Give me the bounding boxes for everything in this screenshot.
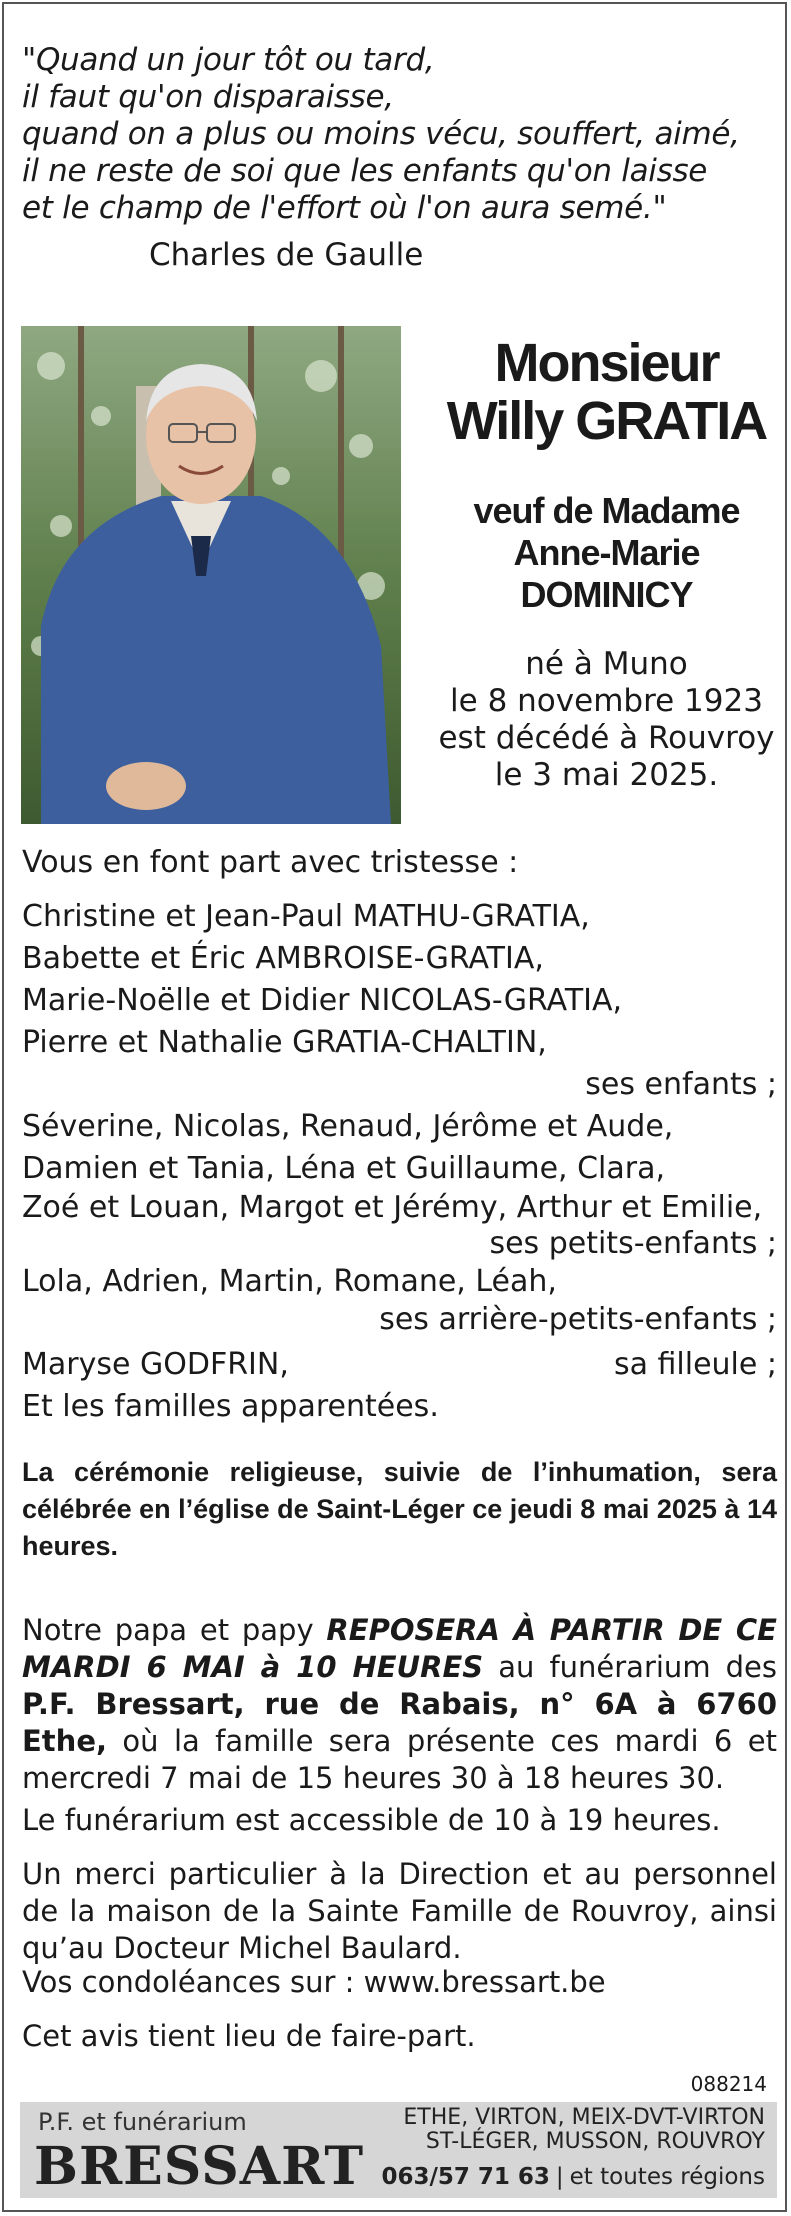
grandchildren-label: ses petits-enfants ;	[489, 1226, 777, 1261]
brand-logo: BRESSART	[34, 2136, 365, 2197]
birth-line: est décédé à Rouvroy	[438, 720, 775, 756]
funeral-home-banner	[20, 2102, 777, 2198]
child-entry: Pierre et Nathalie GRATIA-CHALTIN,	[22, 1025, 547, 1060]
deceased-name: Willy GRATIA	[446, 391, 767, 451]
visitation-part: au funérarium des	[483, 1650, 778, 1684]
grandchild-entry: Séverine, Nicolas, Renaud, Jérôme et Aude,	[22, 1109, 674, 1144]
quote	[22, 42, 762, 227]
towns-line: ST-LÉGER, MUSSON, ROUVROY	[425, 2129, 765, 2154]
obituary-card	[2, 2, 787, 2212]
phone-number: 063/57 71 63	[381, 2164, 550, 2190]
quote-author: Charles de Gaulle	[149, 237, 424, 273]
birth-line: né à Muno	[525, 646, 688, 682]
spouse-line: veuf de Madame	[473, 490, 740, 531]
separator: |	[555, 2164, 564, 2190]
reference-code: 088214	[690, 2072, 767, 2096]
grandchild-entry: Damien et Tania, Léna et Guillaume, Clara,	[22, 1151, 666, 1186]
visitation-emphasis: REPOSERA À PARTIR DE CE MARDI 6 MAI à 10 HEURES	[22, 1613, 777, 1684]
visitation-text	[22, 1612, 777, 1797]
child-entry: Babette et Éric AMBROISE-GRATIA,	[22, 941, 544, 976]
family-entry: Et les familles apparentées.	[22, 1389, 439, 1424]
deceased-info	[424, 334, 789, 794]
children-label: ses enfants ;	[585, 1067, 777, 1102]
quote-line: il ne reste de soi que les enfants qu'on laisse	[22, 153, 708, 189]
regions-text: et toutes régions	[569, 2164, 765, 2190]
ceremony-text: La cérémonie religieuse, suivie de l’inhumation, sera célébrée en l’église de Saint-Léger ce jeudi 8 mai 2025 à 14 heures.	[22, 1457, 777, 1561]
banner-towns	[403, 2106, 765, 2154]
funeral-home-address: P.F. Bressart, rue de Rabais, n° 6A à 6760 Ethe,	[22, 1687, 777, 1758]
goddaughter-row	[22, 1344, 777, 1386]
towns-line: ETHE, VIRTON, MEIX-DVT-VIRTON	[403, 2105, 765, 2130]
visitation-part: Notre papa et papy	[22, 1613, 327, 1647]
spouse-info	[424, 490, 789, 616]
goddaughter-entry: Maryse GODFRIN,	[22, 1347, 289, 1382]
banner-subtitle: P.F. et funérarium	[38, 2108, 247, 2136]
quote-line: quand on a plus ou moins vécu, souffert, aimé,	[22, 116, 740, 152]
birth-death-info	[424, 646, 789, 794]
birth-line: le 8 novembre 1923	[450, 683, 763, 719]
visitation-part: où la famille sera présente ces mardi 6 et mercredi 7 mai de 15 heures 30 à 18 heures 30.	[22, 1724, 777, 1795]
child-entry: Christine et Jean-Paul MATHU-GRATIA,	[22, 899, 590, 934]
condolences-text: Vos condoléances sur : www.bressart.be	[22, 1965, 606, 1999]
grandchild-entry: Zoé et Louan, Margot et Jérémy, Arthur et Emilie,	[22, 1190, 763, 1225]
great-grandchildren-entry: Lola, Adrien, Martin, Romane, Léah,	[22, 1264, 557, 1299]
goddaughter-label: sa filleule ;	[613, 1347, 777, 1382]
banner-contact	[381, 2164, 765, 2190]
thanks-text: Un merci particulier à la Direction et au personnel de la maison de la Sainte Famille de Rouvroy, ainsi qu’au Docteur Michel Baulard.	[22, 1857, 777, 1965]
quote-line: il faut qu'on disparaisse,	[22, 79, 394, 115]
notice-text: Cet avis tient lieu de faire-part.	[22, 2019, 476, 2053]
opening-hours-text: Le funérarium est accessible de 10 à 19 heures.	[22, 1803, 721, 1837]
spouse-line: DOMINICY	[520, 574, 693, 615]
family-list	[22, 842, 777, 1428]
child-entry: Marie-Noëlle et Didier NICOLAS-GRATIA,	[22, 983, 623, 1018]
quote-line: et le champ de l'effort où l'on aura semé."	[22, 190, 667, 226]
intro-text: Vous en font part avec tristesse :	[22, 845, 519, 880]
great-grandchildren-label: ses arrière-petits-enfants ;	[379, 1302, 777, 1337]
portrait-photo	[21, 326, 401, 824]
birth-line: le 3 mai 2025.	[494, 757, 719, 793]
spouse-line: Anne-Marie	[513, 532, 700, 573]
quote-line: "Quand un jour tôt ou tard,	[22, 42, 435, 78]
deceased-title: Monsieur	[494, 333, 719, 393]
